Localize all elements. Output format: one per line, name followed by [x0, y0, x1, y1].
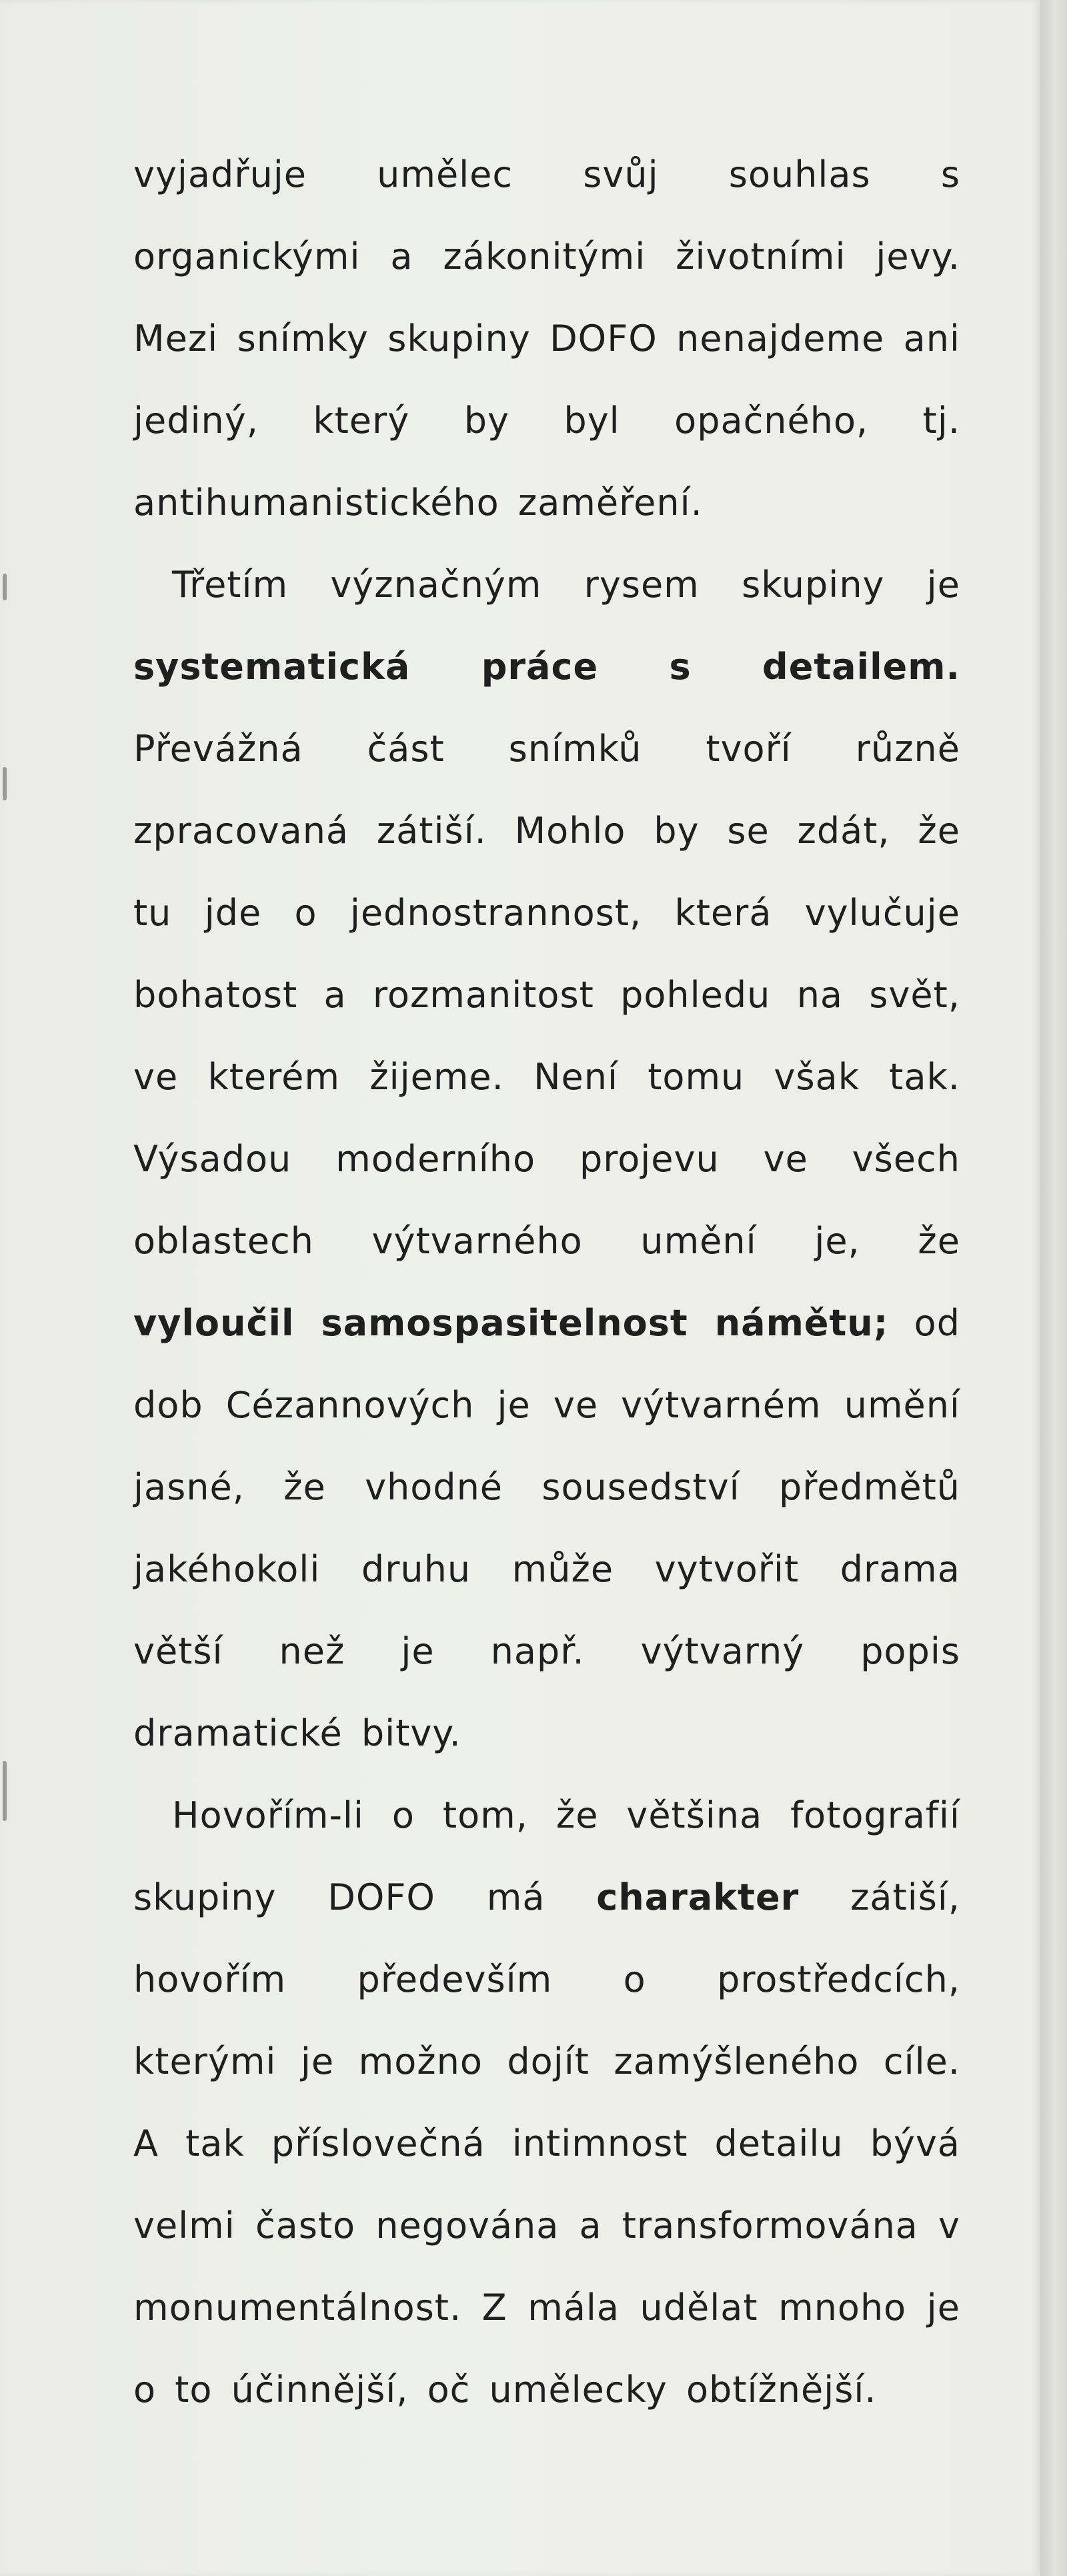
- paragraph-2-text-b: Převážná část snímků tvoří různě zpracovaná zátiší. Mohlo by se zdát, že tu jde o jednostrannost, která vylučuje bohatost a rozmanitost pohledu na svět, ve kterém žijeme. Není tomu však tak. Výsadou moderního projevu ve všech oblastech výtvarného umění je, že: [133, 728, 960, 1262]
- paragraph-2-emphasis-b: vyloučil samospasitelnost námětu;: [133, 1302, 889, 1344]
- paragraph-2: [133, 544, 960, 1774]
- margin-mark: [3, 574, 7, 600]
- body-text: [133, 133, 960, 2431]
- page-edge: [1040, 0, 1067, 2576]
- paragraph-1: [133, 133, 960, 544]
- paragraph-3-text-a: Hovořím-li o tom, že většina fotografií skupiny DOFO má: [133, 1794, 960, 1918]
- margin-mark: [3, 1761, 7, 1821]
- paragraph-2-emphasis-a: systematická práce s detailem.: [133, 646, 960, 688]
- paragraph-3-text-b: zátiší, hovořím především o prostředcích, kterými je možno dojít zamýšleného cíle. A tak příslovečná intimnost detailu bývá velmi často negována a transformována v monumentálnost. Z mála udělat mnoho je o to účinnější, oč umělecky obtížnější.: [133, 1876, 960, 2411]
- paragraph-2-text-c: od dob Cézannových je ve výtvarném umění jasné, že vhodné sousedství předmětů jakéhokoli druhu může vytvořit drama větší než je např. výtvarný popis dramatické bitvy.: [133, 1302, 960, 1754]
- paragraph-3: [133, 1774, 960, 2431]
- paragraph-1-text: vyjadřuje umělec svůj souhlas s organickými a zákonitými životními jevy. Mezi snímky skupiny DOFO nenajdeme ani jediný, který by byl opačného, tj. antihumanistického zaměření.: [133, 153, 960, 524]
- paragraph-2-text-a: Třetím význačným rysem skupiny je: [172, 564, 960, 606]
- margin-mark: [3, 767, 7, 800]
- paragraph-3-emphasis: charakter: [596, 1876, 800, 1918]
